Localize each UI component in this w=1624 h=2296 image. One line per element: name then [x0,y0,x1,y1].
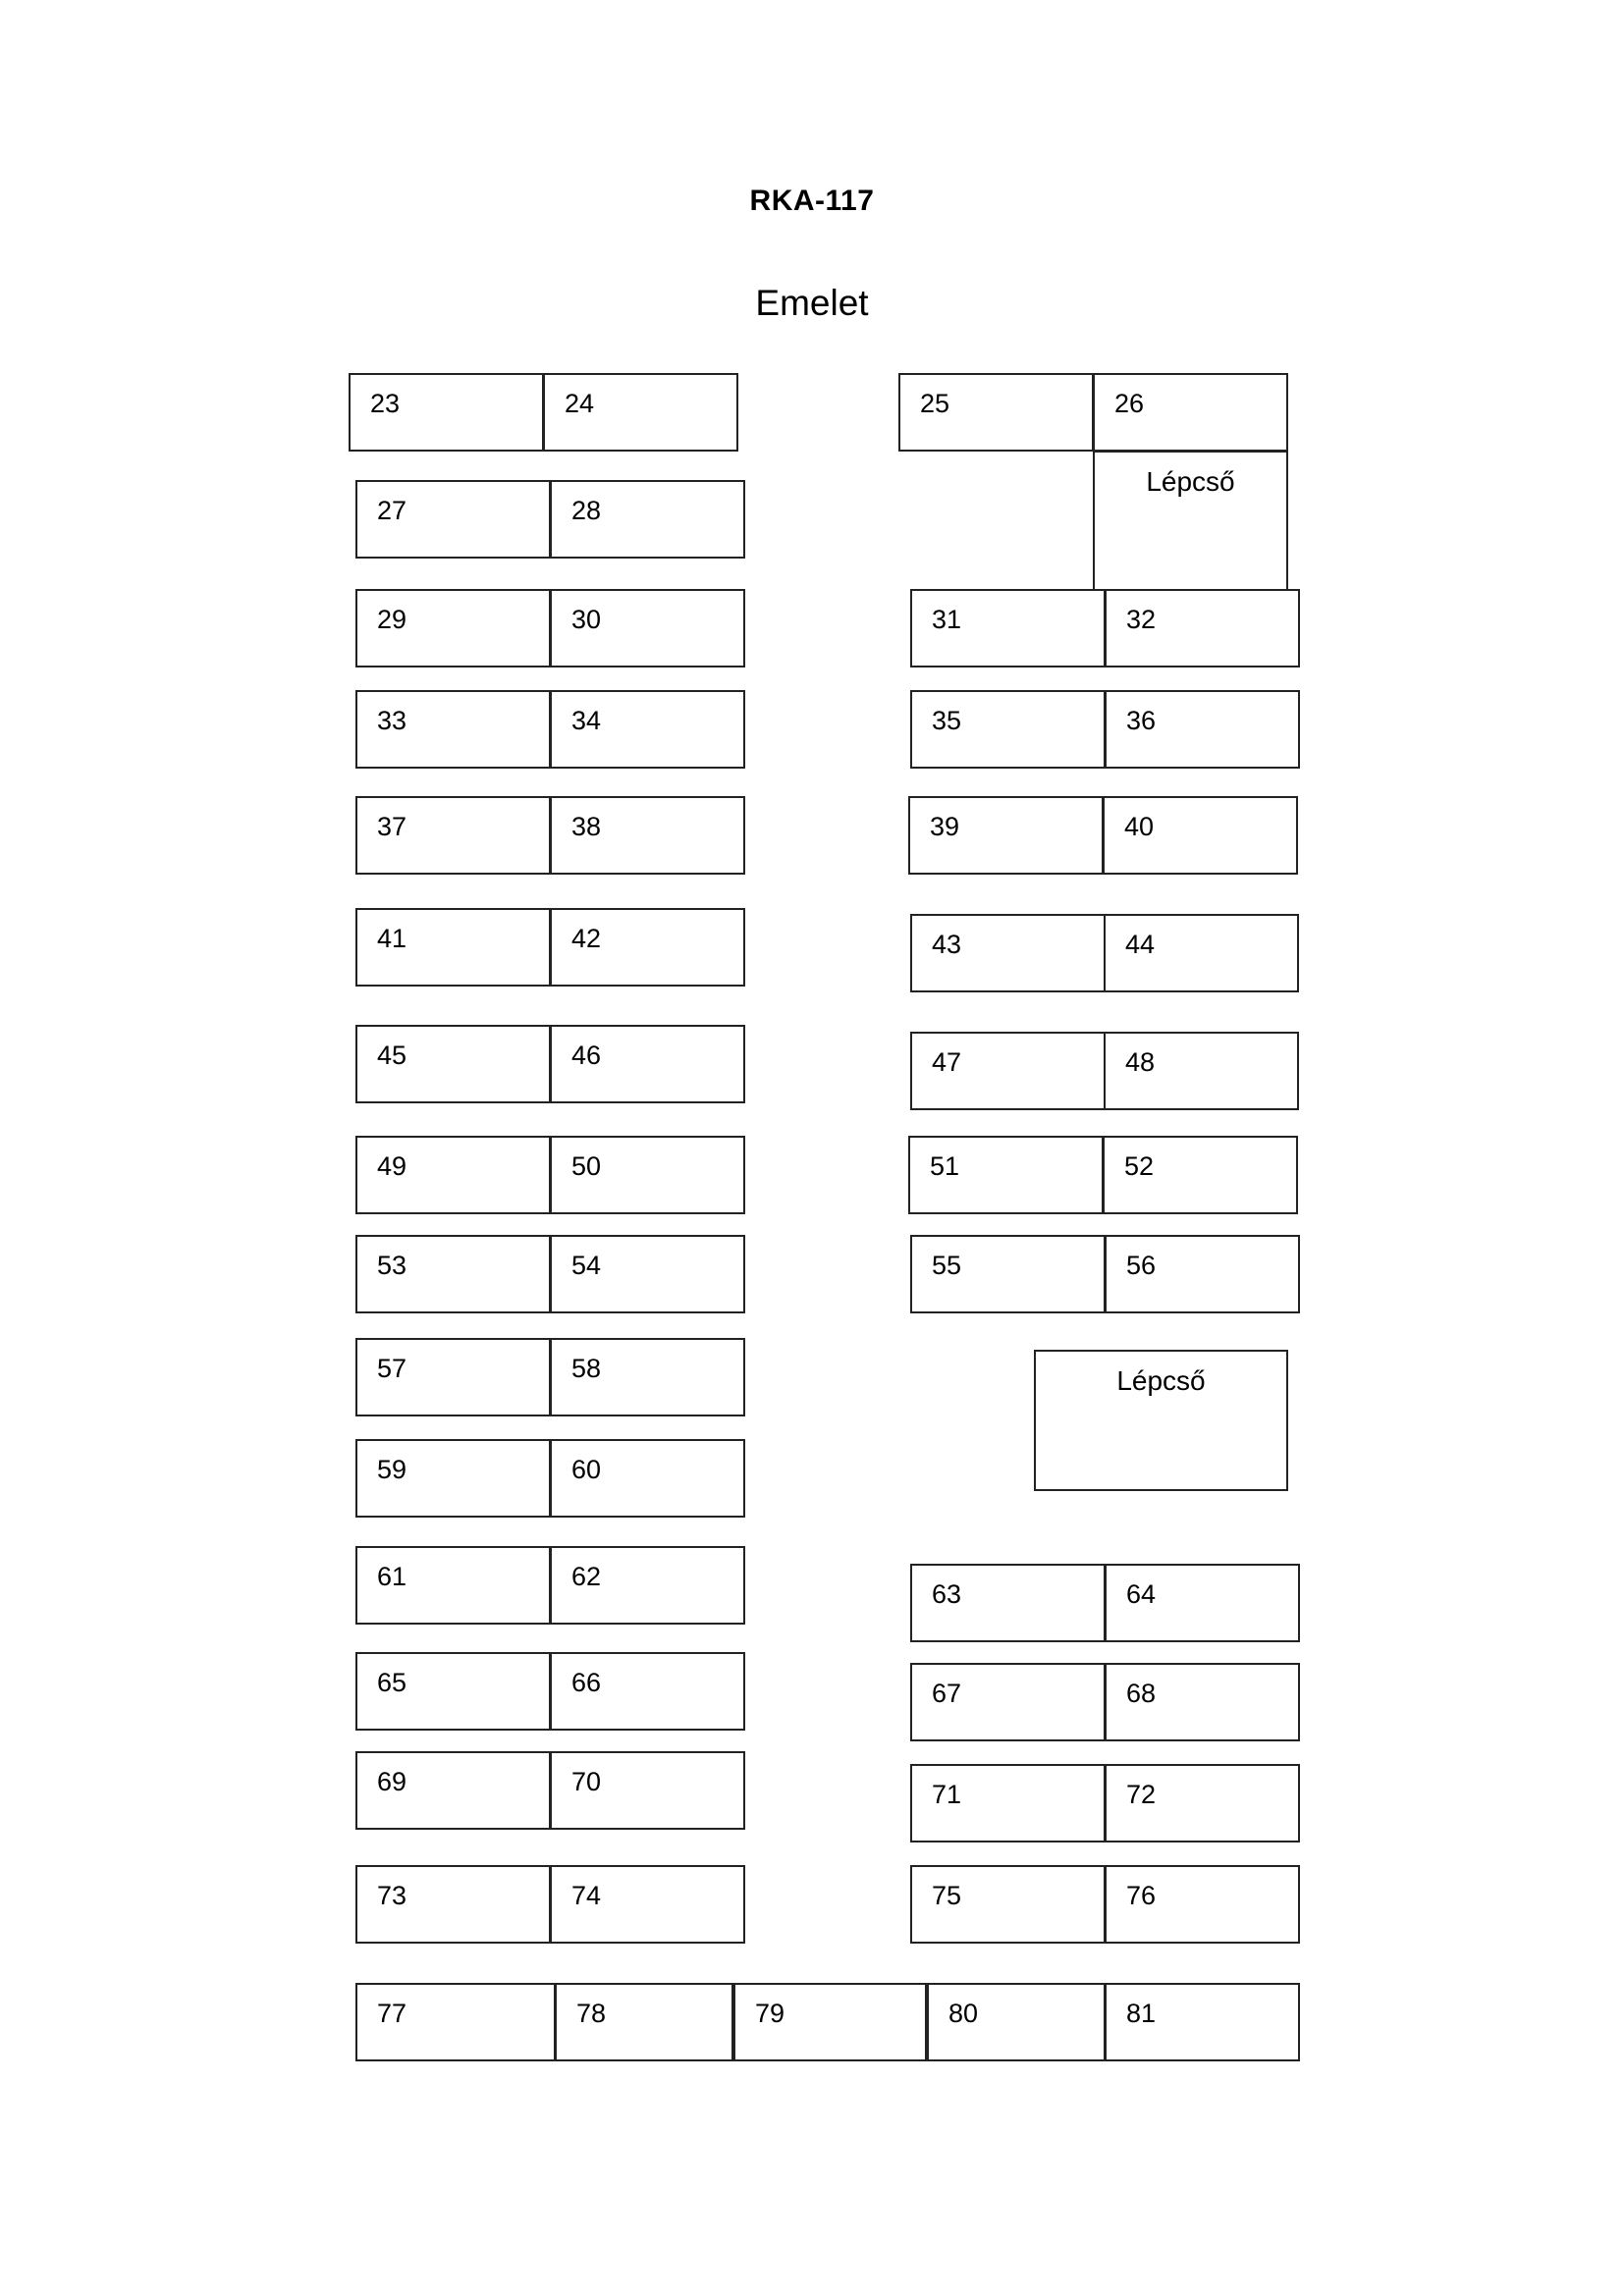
seat-32[interactable]: 32 [1105,589,1300,667]
seat-69[interactable]: 69 [355,1751,551,1830]
seat-30[interactable]: 30 [550,589,745,667]
seat-59[interactable]: 59 [355,1439,551,1518]
seat-70[interactable]: 70 [550,1751,745,1830]
seat-73[interactable]: 73 [355,1865,551,1944]
seat-40[interactable]: 40 [1103,796,1298,875]
seat-71[interactable]: 71 [910,1764,1106,1842]
seat-50[interactable]: 50 [550,1136,745,1214]
seat-45[interactable]: 45 [355,1025,551,1103]
seat-72[interactable]: 72 [1105,1764,1300,1842]
seat-65[interactable]: 65 [355,1652,551,1731]
seat-39[interactable]: 39 [908,796,1104,875]
seat-66[interactable]: 66 [550,1652,745,1731]
seat-81[interactable]: 81 [1105,1983,1300,2061]
seat-55[interactable]: 55 [910,1235,1106,1313]
seat-56[interactable]: 56 [1105,1235,1300,1313]
seat-25[interactable]: 25 [898,373,1094,452]
seat-80[interactable]: 80 [927,1983,1106,2061]
seat-74[interactable]: 74 [550,1865,745,1944]
seat-37[interactable]: 37 [355,796,551,875]
page-title: RKA-117 [749,185,875,217]
seat-63[interactable]: 63 [910,1564,1106,1642]
seat-75[interactable]: 75 [910,1865,1106,1944]
seat-60[interactable]: 60 [550,1439,745,1518]
seat-28[interactable]: 28 [550,480,745,559]
seat-58[interactable]: 58 [550,1338,745,1416]
seat-23[interactable]: 23 [349,373,544,452]
seat-54[interactable]: 54 [550,1235,745,1313]
seat-53[interactable]: 53 [355,1235,551,1313]
seat-36[interactable]: 36 [1105,690,1300,769]
stairs-lower: Lépcső [1034,1350,1288,1491]
seat-33[interactable]: 33 [355,690,551,769]
seat-31[interactable]: 31 [910,589,1106,667]
seat-27[interactable]: 27 [355,480,551,559]
seat-61[interactable]: 61 [355,1546,551,1625]
seat-67[interactable]: 67 [910,1663,1106,1741]
seat-38[interactable]: 38 [550,796,745,875]
floor-label: Emelet [755,283,869,323]
seat-26[interactable]: 26 [1093,373,1288,452]
seat-76[interactable]: 76 [1105,1865,1300,1944]
seat-64[interactable]: 64 [1105,1564,1300,1642]
seat-49[interactable]: 49 [355,1136,551,1214]
seat-42[interactable]: 42 [550,908,745,987]
seat-34[interactable]: 34 [550,690,745,769]
seat-62[interactable]: 62 [550,1546,745,1625]
seat-29[interactable]: 29 [355,589,551,667]
seat-79[interactable]: 79 [733,1983,927,2061]
seat-48[interactable]: 48 [1104,1032,1299,1110]
stairs-upper: Lépcső [1093,451,1288,592]
seat-41[interactable]: 41 [355,908,551,987]
seat-77[interactable]: 77 [355,1983,556,2061]
seat-57[interactable]: 57 [355,1338,551,1416]
seat-51[interactable]: 51 [908,1136,1104,1214]
seat-43[interactable]: 43 [910,914,1106,992]
seat-35[interactable]: 35 [910,690,1106,769]
seat-78[interactable]: 78 [555,1983,733,2061]
seat-46[interactable]: 46 [550,1025,745,1103]
seat-24[interactable]: 24 [543,373,738,452]
seat-47[interactable]: 47 [910,1032,1106,1110]
seat-44[interactable]: 44 [1104,914,1299,992]
seat-68[interactable]: 68 [1105,1663,1300,1741]
seat-52[interactable]: 52 [1103,1136,1298,1214]
